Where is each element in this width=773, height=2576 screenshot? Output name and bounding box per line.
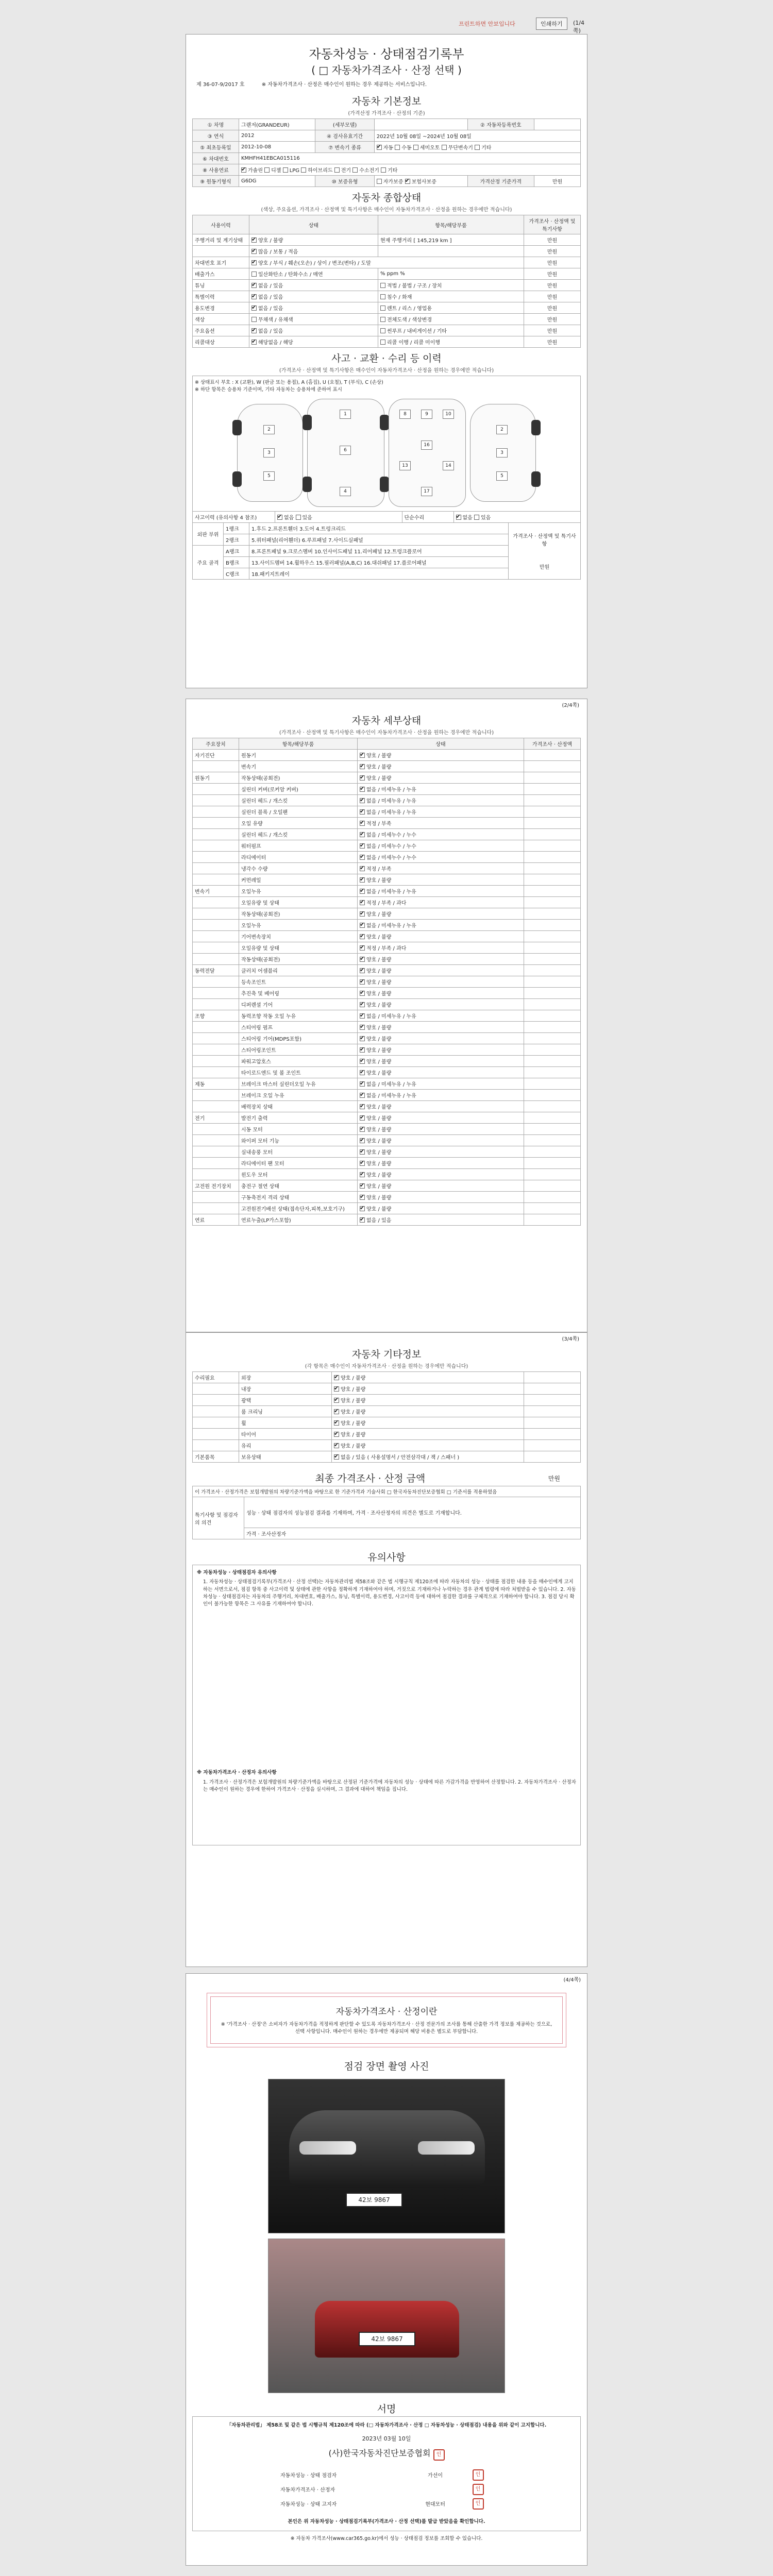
table-row: 오일유량 및 상태 ✔ 적정 / 부족 / 과다 <box>193 942 581 954</box>
table-row: 고전원 전기장치 충전구 절연 상태 ✔ 양호 / 불량 <box>193 1180 581 1192</box>
checkbox[interactable] <box>360 1002 365 1007</box>
checkbox[interactable] <box>377 179 382 184</box>
table-row: 자기진단 원동기 ✔ 양호 / 불량 <box>193 750 581 761</box>
table-row: 디퍼렌셜 기어 ✔ 양호 / 불량 <box>193 999 581 1010</box>
car-year: 2012 <box>239 130 315 142</box>
checkbox[interactable] <box>334 1375 339 1380</box>
checkbox[interactable] <box>360 934 365 939</box>
table-row: 원동기 작동상태(공회전) ✔ 양호 / 불량 <box>193 772 581 784</box>
checkbox[interactable] <box>360 1081 365 1087</box>
checkbox[interactable] <box>360 911 365 917</box>
checkbox[interactable] <box>442 145 447 150</box>
checkbox[interactable] <box>334 1409 339 1414</box>
table-row: 변속기 오일누유 ✔ 없음 / 미세누유 / 누유 <box>193 886 581 897</box>
table-row: 브레이크 오일 누유 ✔ 없음 / 미세누유 / 누유 <box>193 1090 581 1101</box>
table-row: 실린더 헤드 / 개스킷 ✔ 없음 / 미세누유 / 누유 <box>193 795 581 806</box>
table-row: 주요옵션 ✔ 없음 / 있음 썬루프 / 내비게이션 / 기타 만원 <box>193 325 581 336</box>
checkbox[interactable] <box>360 775 365 781</box>
doc-number-row: 제 36-07-9/2017 호 ※ 자동차가격조사 · 산정은 매수인이 원하는 경우 제공하는 서비스입니다. <box>196 82 427 88</box>
checkbox[interactable] <box>360 923 365 928</box>
checkbox[interactable] <box>360 945 365 951</box>
table-row: 유리 ✔ 양호 / 불량 <box>193 1440 581 1451</box>
checkbox[interactable] <box>360 1161 365 1166</box>
checkbox[interactable] <box>334 1432 339 1437</box>
checkbox[interactable] <box>360 968 365 973</box>
car-diagram <box>192 395 581 511</box>
table-row: 조향 동력조향 작동 오일 누유 ✔ 없음 / 미세누유 / 누유 <box>193 1010 581 1022</box>
table-row: 타이어 ✔ 양호 / 불량 <box>193 1429 581 1440</box>
checkbox[interactable] <box>360 1195 365 1200</box>
accident-history-section: 사고 · 교환 · 수리 등 이력 (가격조사 · 산정액 및 특기사항은 매수인이 자동차가격조사 · 산정을 원하는 경우에만 적습니다) ※ 상태표시 부호 : X (교환), W (판금 또는 용접), A (흠집), U (요철), T (부식), C (손상) ※ 하단 항목은 승용차 기준이며, 기타 자동차는 승용차에 준하여 표시 <box>192 348 581 395</box>
checkbox[interactable] <box>241 167 246 173</box>
table-row: 스티어링조인트 ✔ 양호 / 불량 <box>193 1044 581 1056</box>
table-row: 제동 브레이크 마스터 실린더오일 누유 ✔ 없음 / 미세누유 / 누유 <box>193 1078 581 1090</box>
checkbox[interactable] <box>360 1104 365 1109</box>
section-title: 사고 · 교환 · 수리 등 이력 <box>331 353 442 364</box>
table-row: 스티어링 기어(MDPS포함) ✔ 양호 / 불량 <box>193 1033 581 1044</box>
table-row: 용도변경 ✔ 없음 / 있음 렌트 / 리스 / 영업용 만원 <box>193 302 581 314</box>
checkbox[interactable] <box>360 1127 365 1132</box>
page-2 <box>186 699 587 1332</box>
detail-table: 주요장치 항목/해당부품 상태 가격조사 · 산정액 자기진단 원동기 ✔ 양호 / 불량 변속기 ✔ 양호 / 불량 원동기 작동상태(공회전) ✔ 양호 / 불량 실린더 커버(로커암 커버) ✔ 없음 / 미세누유 / 누유 실린더 헤드 / 개스킷 ✔ 없음 / 미세누유 / 누유 실린더 블록 / 오일팬 ✔ 없음 / 미세누유 / 누유 오일 유량 ✔ 적정 / 부족 실린더 헤드 / 개스킷 ✔ 없음 / 미세누수 / 누수 워터펌프 ✔ 없음 / 미세누수 / 누수 라디에이터 ✔ 없음 / 미세누수 / 누수 냉각수 수량 ✔ 적정 / 부족 커먼레일 ✔ 양호 / 불량 변속기 오일누유 ✔ 없음 / 미세누유 / 누유 오일유량 및 상태 ✔ 적정 / 부족 / 과다 작동상태(공회전) ✔ 양호 / 불량 오일누유 ✔ 없음 / 미세누유 / 누유 기어변속장치 ✔ 양호 / 불량 오일유량 및 상태 ✔ 적정 / 부족 / 과다 작동상태(공회전) ✔ 양호 / 불량 동력전달 클러치 어셈블리 ✔ 양호 / 불량 등속조인트 ✔ 양호 / 불량 추진축 및 베어링 ✔ 양호 / 불량 디퍼렌셜 기어 ✔ 양호 / 불량 조향 동력조향 작동 오일 누유 ✔ 없음 / 미세누유 / 누유 스티어링 펌프 ✔ 양호 / 불량 스티어링 기어(MDPS포함) ✔ 양호 / 불량 스티어링조인트 ✔ 양호 / 불량 파워고압호스 ✔ 양호 / 불량 타이로드엔드 및 볼 조인트 ✔ 양호 / 불량 제동 브레이크 마스터 실린더오일 누유 ✔ 없음 / 미세누유 / 누유 브레이크 오일 누유 ✔ 없음 / 미세누유 / 누유 배력장치 상태 ✔ 양호 / 불량 전기 발전기 출력 ✔ 양호 / 불량 시동 모터 ✔ 양호 / 불량 와이퍼 모터 기능 ✔ 양호 / 불량 실내송풍 모터 ✔ 양호 / 불량 라디에이터 팬 모터 ✔ 양호 / 불량 윈도우 모터 ✔ 양호 / 불량 고전원 전기장치 충전구 절연 상태 ✔ 양호 / 불량 구동축전지 격리 상태 ✔ 양호 / 불량 고전원전기배선 상태(접속단자,피복,보호기구) ✔ 양호 / 불량 연료 연료누출(LP가스포함) ✔ 없음 / 있음 <box>192 738 581 1226</box>
table-row: 수리필요 외장 ✔ 양호 / 불량 <box>193 1372 581 1383</box>
first-reg: 2012-10-08 <box>239 142 315 153</box>
checkbox[interactable] <box>334 1454 339 1460</box>
checkbox[interactable] <box>360 1115 365 1121</box>
vin: KMHFH41EBCA015116 <box>239 153 581 164</box>
table-row: 타이로드엔드 및 볼 조인트 ✔ 양호 / 불량 <box>193 1067 581 1078</box>
table-row: 시동 모터 ✔ 양호 / 불량 <box>193 1124 581 1135</box>
checkbox[interactable] <box>360 1036 365 1041</box>
table-row: 배력장치 상태 ✔ 양호 / 불량 <box>193 1101 581 1112</box>
price-notice-box: 자동차가격조사 · 산정이란 ※ '가격조사 · 산정'은 소비자가 자동차가격을 적정하게 판단할 수 있도록 자동차가격조사 · 산정 전문가의 조사를 통해 산출한 가격 정보를 제공하는 것으로, 선택 사항입니다. 매수인이 원하는 경우에만 제공되며 해당 비용은 별도로 부담합니다. <box>207 1993 566 2047</box>
checkbox[interactable] <box>360 877 365 883</box>
signature-block: 「자동차관리법」 제58조 및 같은 법 시행규칙 제120조에 따라 (□ 자동차가격조사 · 산정 □ 자동차성능 · 상태점검) 내용을 위와 같이 고지합니다. 2023년 03월 10일 (사)한국자동차진단보증협회 인 자동차성능 · 상태 점검자 가선이 인 자동차가격조사 · 산정자 인 자동차성능 · 상태 고지자 현대모터 인 본인은 위 자동차성능 · 상태점검기록부(가격조사 · 산정 선택)를 발급 받았음을 확인합니다. <box>192 2416 581 2532</box>
table-row: ✔많음 / 보통 / 적음 만원 <box>193 246 581 257</box>
checkbox[interactable] <box>334 1398 339 1403</box>
checkbox[interactable] <box>360 787 365 792</box>
sign-date: 2023년 03월 10일 <box>362 2435 411 2442</box>
checkbox[interactable] <box>360 809 365 815</box>
checkbox[interactable] <box>475 145 480 150</box>
table-row: 룸 크리닝 ✔ 양호 / 불량 <box>193 1406 581 1417</box>
doc-number: 36-07-9/2017 <box>203 82 238 88</box>
table-row: 오일누유 ✔ 없음 / 미세누유 / 누유 <box>193 920 581 931</box>
table-row: 색상 무채색 / 유채색 전체도색 / 색상변경 만원 <box>193 314 581 325</box>
table-row: 차대번호 표기 ✔ 양호 / 부식 / 훼손(오손) / 상이 / 변조(변타) / 도말 만원 <box>193 257 581 268</box>
table-row: 등속조인트 ✔ 양호 / 불량 <box>193 976 581 988</box>
table-row: 튜닝 ✔ 없음 / 있음 적법 / 불법 / 구조 / 장치 만원 <box>193 280 581 291</box>
checkbox[interactable] <box>360 1217 365 1223</box>
checkbox[interactable] <box>352 167 358 173</box>
table-row: 동력전달 클러치 어셈블리 ✔ 양호 / 불량 <box>193 965 581 976</box>
license-plate: 42보 9867 <box>359 2332 415 2346</box>
overall-status-section: 자동차 종합상태 (색상, 주요옵션, 가격조사 · 산정액 및 특기사항은 매수인이 자동차가격조사 · 산정을 원하는 경우에만 적습니다) 사용이력 상태 항목/해당부품 가격조사 · 산정액 및 특기사항 주행거리 및 계기상태 ✔ 양호 / 불량 현재 주행거리 [ 145,219 km ] 만원 ✔많음 / 보통 / 적음 만원 차대번호 표기 ✔ 양호 / 부식 / 훼손(오손) / 상이 / 변조(변타) / 도말 만원 배출가스 일산화탄소 / 탄화수소 / 매연 % ppm % 만원 튜닝 ✔ 없음 / 있음 적법 / 불법 / 구조 / 장치 만원 특별이력 ✔ 없음 / 있음 침수 / 화재 만원 용도변경 ✔ 없음 / 있음 렌트 / 리스 / 영업용 만원 색상 무채색 / 유채색 전체도색 / 색상변경 만원 주요옵션 ✔ 없음 / 있음 썬루프 / 내비게이션 / 기타 만원 리콜대상 ✔ 해당없음 / 해당 리콜 이행 / 리콜 미이행 만원 <box>192 187 581 348</box>
car-name: 그랜저(GRANDEUR) <box>239 119 315 130</box>
car-left-view: 2 3 5 <box>237 404 303 502</box>
table-row: 추진축 및 베어링 ✔ 양호 / 불량 <box>193 988 581 999</box>
checkbox[interactable] <box>301 167 306 173</box>
checkbox[interactable] <box>334 1420 339 1426</box>
checkbox[interactable] <box>360 764 365 769</box>
table-row: 광택 ✔ 양호 / 불량 <box>193 1395 581 1406</box>
checkbox[interactable] <box>405 179 410 184</box>
checkbox[interactable] <box>360 1172 365 1177</box>
section-title: 점검 장면 촬영 사진 <box>344 2060 429 2072</box>
table-row: 기어변속장치 ✔ 양호 / 불량 <box>193 931 581 942</box>
other-info-table <box>192 1371 581 1463</box>
basic-info-section: 자동차 기본정보 (가격산정 가격조사 · 산정의 기준) ① 차명 그랜저(GRANDEUR) (세부모델) ② 자동차등록번호 ③ 연식 2012 ④ 검사유효기간 2022년 10월 08일 ~2024년 10월 08일 ⑤ 최초등록일 2012-10-08 ⑦ 변속기 종류 ✔ 자동 수동 세미오토 무단변속기 기타 ⑥ 차대번호 KMHFH41EBCA015116 ⑧ 사용연료 ✔ 가솔린 디젤 LPG 하이브리드 전기 수소전기 기타 ⑨ 원동기형식 G6DG ⑩ 보증유형 자가보증 ✔ 보험사보증 가격산정 기준가격 만원 <box>192 91 581 187</box>
table-row: 기본품목 보유상태 ✔ 없음 / 있음 ( 사용설명서 / 안전삼각대 / 잭 / 스패너 ) <box>193 1451 581 1463</box>
checkbox[interactable] <box>413 145 418 150</box>
checkbox[interactable] <box>360 979 365 985</box>
inspection-photo-front <box>268 2079 505 2233</box>
table-row: 실린더 블록 / 오일팬 ✔ 없음 / 미세누유 / 누유 <box>193 806 581 818</box>
print-warning: 프린트하면 안보입니다 <box>459 21 515 27</box>
checkbox[interactable] <box>283 167 288 173</box>
checkbox[interactable] <box>381 167 386 173</box>
checkbox[interactable] <box>360 991 365 996</box>
final-price-title: 최종 가격조사 · 산정 금액 만원 <box>315 1473 560 1484</box>
section-title: 서명 <box>377 2403 396 2415</box>
notes-body: ※ 자동차성능 · 상태점검자 유의사항 1. 자동차성능 · 상태점검기록부(가격조사 · 산정 선택)는 자동차관리법 제58조와 같은 법 시행규칙 제120조에 따라 자동차의 성능 · 상태를 점검한 내용 등을 매수인에게 고지하는 서면으로서, 점검 항목 중 사고이력 및 상태에 관한 사항을 정확하게 기재하여야 하며, 거짓으로 기재하거나 누락하는 경우 관계 법령에 따라 처벌받을 수 있습니다. 2. 자동차성능 · 상태점검자는 자동차의 주행거리, 차대번호, 배출가스, 튜닝, 특별이력, 용도변경, 사고이력 등에 대하여 점검한 결과를 구체적으로 기재하여야 합니다. 3. 점검 당시 확인이 불가능한 항목은 그 사유를 기재하여야 합니다. ※ 자동차가격조사 · 산정자 유의사항 1. 가격조사 · 산정가격은 보험개발원의 차량기준가액을 바탕으로 산정된 기준가격에 자동차의 성능 · 상태에 따른 가감가격을 반영하여 산정합니다. 2. 자동차가격조사 · 산정자는 매수인이 원하는 경우에 한하여 가격조사 · 산정을 실시하며, 그 결과에 대하여 책임을 집니다. <box>192 1565 581 1845</box>
table-row: 구동축전지 격리 상태 ✔ 양호 / 불량 <box>193 1192 581 1203</box>
table-row: 내장 ✔ 양호 / 불량 <box>193 1383 581 1395</box>
section-title: 자동차 기본정보 <box>351 96 422 107</box>
checkbox[interactable] <box>377 145 382 150</box>
table-row: 라디에이터 ✔ 없음 / 미세누수 / 누수 <box>193 852 581 863</box>
doc-notice: ※ 자동차가격조사 · 산정은 매수인이 원하는 경우 제공하는 서비스입니다. <box>261 82 427 88</box>
checkbox[interactable] <box>264 167 270 173</box>
checkbox[interactable] <box>360 1206 365 1211</box>
checkbox[interactable] <box>360 889 365 894</box>
table-row: 오일유량 및 상태 ✔ 적정 / 부족 / 과다 <box>193 897 581 908</box>
checkbox[interactable] <box>360 832 365 837</box>
notes-title: 유의사항 <box>367 1552 406 1563</box>
checkbox[interactable] <box>360 900 365 905</box>
checkbox[interactable] <box>334 167 340 173</box>
table-row: 연료 연료누출(LP가스포함) ✔ 없음 / 있음 <box>193 1214 581 1226</box>
engine-type: G6DG <box>239 176 315 187</box>
inspection-photo-rear <box>268 2239 505 2393</box>
car-frame-view: 8 9 10 16 13 14 17 <box>389 399 466 507</box>
checkbox[interactable] <box>360 1149 365 1155</box>
table-row: 작동상태(공회전) ✔ 양호 / 불량 <box>193 908 581 920</box>
table-row: 특별이력 ✔ 없음 / 있음 침수 / 화재 만원 <box>193 291 581 302</box>
checkbox[interactable] <box>360 1183 365 1189</box>
table-row: 실내송풍 모터 ✔ 양호 / 불량 <box>193 1146 581 1158</box>
table-row: 실린더 헤드 / 개스킷 ✔ 없음 / 미세누수 / 누수 <box>193 829 581 840</box>
table-row: 파워고압호스 ✔ 양호 / 불량 <box>193 1056 581 1067</box>
doc-subtitle: ( □ 자동차가격조사 · 산정 선택 ) <box>311 64 462 76</box>
car-top-view: 1 6 4 <box>307 399 384 507</box>
page-3: (3/4쪽) 자동차 기타정보 (각 항목은 매수인이 자동차가격조사 · 산정을 원하는 경우에만 적습니다) 수리필요 외장 ✔ 양호 / 불량 내장 ✔ 양호 / 불량 광택 ✔ 양호 / 불량 룸 크리닝 ✔ 양호 / 불량 휠 ✔ 양호 / 불량 타이어 ✔ 양호 / 불량 유리 ✔ 양호 / 불량 기본품목 보유상태 ✔ 없음 / 있음 ( 사용설명서 / 안전삼각대 / 잭 / 스패너 ) 최종 가격조사 · 산정 금액 만원 이 가격조사 · 산정가격은 보험개발원의 차량기준가액을 바탕으로 한 기준가격과 기술사회 □ 한국자동차진단보증협회 □ 기준서를 적용하였음 특기사항 및 점검자의 의견 성능 · 상태 점검자의 성능점검 결과를 기재하며, 가격 · 조사산정자의 의견은 별도로 기재합니다. 가격 · 조사산정자 유의사항 ※ 자동차성능 · 상태점검자 유의사항 1. 자동차성능 · 상태점검기록부(가격조사 · 산정 선택)는 자동차관리법 제58조와 같은 법 시행규칙 제120조에 따라 자동차의 성능 · 상태를 점검한 내용 등을 매수인에게 고지하는 서면으로서, 점검 항목 중 사고이력 및 상태에 관한 사항을 정확하게 기재하여야 하며, 거짓으로 기재하거나 누락하는 경우 관계 법령에 따라 처벌받을 수 있습니다. 2. 자동차성능 · 상태점검자는 자동차의 주행거리, 차대번호, 배출가스, 튜닝, 특별이력, 용도변경, 사고이력 등에 대하여 점검한 결과를 구체적으로 기재하여야 합니다. 3. 점검 당시 확인이 불가능한 항목은 그 사유를 기재하여야 합니다. ※ 자동차가격조사 · 산정자 유의사항 1. 가격조사 · 산정가격은 보험개발원의 차량기준가액을 바탕으로 산정된 기준가격에 자동차의 성능 · 상태에 따른 가감가격을 반영하여 산정합니다. 2. 자동차가격조사 · 산정자는 매수인이 원하는 경우에 한하여 가격조사 · 산정을 실시하며, 그 결과에 대하여 책임을 집니다. <box>186 1332 587 1967</box>
checkbox[interactable] <box>360 1059 365 1064</box>
page-indicator: (1/4쪽) <box>573 20 584 34</box>
table-row: 작동상태(공회전) ✔ 양호 / 불량 <box>193 954 581 965</box>
table-row: 냉각수 수량 ✔ 적정 / 부족 <box>193 863 581 874</box>
table-row: 스티어링 펌프 ✔ 양호 / 불량 <box>193 1022 581 1033</box>
inspect-period: 2022년 10월 08일 ~2024년 10월 08일 <box>374 130 580 142</box>
table-row: 주행거리 및 계기상태 ✔ 양호 / 불량 현재 주행거리 [ 145,219 km ] 만원 <box>193 234 581 246</box>
checkbox[interactable] <box>360 866 365 871</box>
checkbox[interactable] <box>360 855 365 860</box>
checkbox[interactable] <box>360 957 365 962</box>
doc-title: 자동차성능 · 상태점검기록부 <box>309 47 464 61</box>
checkbox[interactable] <box>360 1138 365 1143</box>
table-row: 리콜대상 ✔ 해당없음 / 해당 리콜 이행 / 리콜 미이행 만원 <box>193 336 581 348</box>
checkbox[interactable] <box>360 798 365 803</box>
table-row: 전기 발전기 출력 ✔ 양호 / 불량 <box>193 1112 581 1124</box>
checkbox[interactable] <box>360 753 365 758</box>
print-button[interactable]: 인쇄하기 <box>536 18 567 30</box>
table-row: 휠 ✔ 양호 / 불량 <box>193 1417 581 1429</box>
table-row: 라디에이터 팬 모터 ✔ 양호 / 불량 <box>193 1158 581 1169</box>
detail-status-section: (2/4쪽) 자동차 세부상태 (가격조사 · 산정액 및 특기사항은 매수인이 자동차가격조사 · 산정을 원하는 경우에만 적습니다) 주요장치 항목/해당부품 상태 가격조사 · 산정액 자기진단 원동기 ✔ 양호 / 불량 변속기 ✔ 양호 / 불량 원동기 작동상태(공회전) ✔ 양호 / 불량 실린더 커버(로커암 커버) ✔ 없음 / 미세누유 / 누유 실린더 헤드 / 개스킷 ✔ 없음 / 미세누유 / 누유 실린더 블록 / 오일팬 ✔ 없음 / 미세누유 / 누유 오일 유량 ✔ 적정 / 부족 실린더 헤드 / 개스킷 ✔ 없음 / 미세누수 / 누수 워터펌프 ✔ 없음 / 미세누수 / 누수 라디에이터 ✔ 없음 / 미세누수 / 누수 냉각수 수량 ✔ 적정 / 부족 커먼레일 ✔ 양호 / 불량 변속기 오일누유 ✔ 없음 / 미세누유 / 누유 오일유량 및 상태 ✔ 적정 / 부족 / 과다 작동상태(공회전) ✔ 양호 / 불량 오일누유 ✔ 없음 / 미세누유 / 누유 기어변속장치 ✔ 양호 / 불량 오일유량 및 상태 ✔ 적정 / 부족 / 과다 작동상태(공회전) ✔ 양호 / 불량 동력전달 클러치 어셈블리 ✔ 양호 / 불량 등속조인트 ✔ 양호 / 불량 추진축 및 베어링 ✔ 양호 / 불량 디퍼렌셜 기어 ✔ 양호 / 불량 조향 동력조향 작동 오일 누유 ✔ 없음 / 미세누유 / 누유 스티어링 펌프 ✔ 양호 / 불량 스티어링 기어(MDPS포함) ✔ 양호 / 불량 스티어링조인트 ✔ 양호 / 불량 파워고압호스 ✔ 양호 / 불량 타이로드엔드 및 볼 조인트 ✔ 양호 / 불량 제동 브레이크 마스터 실린더오일 누유 ✔ 없음 / 미세누유 / 누유 브레이크 오일 누유 ✔ 없음 / 미세누유 / 누유 배력장치 상태 ✔ 양호 / 불량 전기 발전기 출력 ✔ 양호 / 불량 시동 모터 ✔ 양호 / 불량 와이퍼 모터 기능 ✔ 양호 / 불량 실내송풍 모터 ✔ 양호 / 불량 라디에이터 팬 모터 ✔ 양호 / 불량 윈도우 모터 ✔ 양호 / 불량 고전원 전기장치 충전구 절연 상태 ✔ 양호 / 불량 구동축전지 격리 상태 ✔ 양호 / 불량 고전원전기배선 상태(접속단자,피복,보호기구) ✔ 양호 / 불량 연료 연료누출(LP가스포함) ✔ 없음 / 있음 <box>192 699 581 1226</box>
page-1: 자동차성능 · 상태점검기록부 ( □ 자동차가격조사 · 산정 선택 ) 제 36-07-9/2017 호 ※ 자동차가격조사 · 산정은 매수인이 원하는 경우 제공하는 서비스입니다. 자동차 기본정보 (가격산정 가격조사 · 산정의 기준) ① 차명 그랜저(GRANDEUR) (세부모델) ② 자동차등록번호 ③ 연식 2012 ④ 검사유효기간 2022년 10월 08일 ~2024년 10월 08일 ⑤ 최초등록일 2012-10-08 ⑦ 변속기 종류 ✔ 자동 수동 세미오토 무단변속기 기타 ⑥ 차대번호 KMHFH41EBCA015116 ⑧ 사용연료 ✔ 가솔린 디젤 LPG 하이브리드 전기 수소전기 기타 ⑨ 원동기형식 G6DG ⑩ 보증유형 자가보증 ✔ 보험사보증 가격산정 기준가격 만원 자동차 종합상태 (색상, 주요옵션, 가격조사 · 산정액 및 특기사항은 매수인이 자동차가격조사 · 산정을 원하는 경우에만 적습니다) 사용이력 상태 항목/해당부품 가격조사 · 산정액 및 특기사항 주행거리 및 계기상태 ✔ 양호 / 불량 현재 주행거리 [ 145,219 km ] 만원 ✔많음 / 보통 / 적음 만원 차대번호 표기 ✔ 양호 / 부식 / 훼손(오손) / 상이 / 변조(변타) / 도말 만원 배출가스 일산화탄소 / 탄화수소 / 매연 % ppm % 만원 튜닝 ✔ 없음 / 있음 적법 / 불법 / 구조 / 장치 만원 특별이력 ✔ 없음 / 있음 침수 / 화재 만원 용도변경 ✔ 없음 / 있음 렌트 / 리스 / 영업용 만원 색상 무채색 / 유채색 전체도색 / 색상변경 만원 주요옵션 ✔ 없음 / 있음 썬루프 / 내비게이션 / 기타 만원 리콜대상 ✔ 해당없음 / 해당 리콜 이행 / 리콜 미이행 만원 사고 · 교환 · 수리 등 이력 (가격조사 · 산정액 및 특기사항은 매수인이 자동차가격조사 · 산정을 원하는 경우에만 적습니다) ※ 상태표시 부호 : X (교환), W (판금 또는 용접), A (흠집), U (요철), T (부식), C (손상) ※ 하단 항목은 승용차 기준이며, 기타 자동차는 승용차에 준하여 표시 2 3 5 1 6 4 8 9 10 16 13 14 17 2 3 5 사고이력 (유의사항 4 참조) ✔ 없음 있음 단순수리 ✔ 없음 있음 외판 부위 1랭크 1.후드 2.프론트휀더 3.도어 4.트렁크리드 가격조사 · 산정액 및 특기사항 만원 2랭크 5.쿼터패널(리어휀더) 6.루프패널 7.사이드실패널 주요 골격 A랭크 8.프론트패널 9.크로스멤버 10.인사이드패널 11.리어패널 12.트렁크플로어 B랭크 13.사이드멤버 14.휠하우스 15.필러패널(A,B,C) 16.대쉬패널 17.플로어패널 C랭크 18.패키지트레이 <box>186 34 587 688</box>
table-row: 워터펌프 ✔ 없음 / 미세누수 / 누수 <box>193 840 581 852</box>
table-row: 오일 유량 ✔ 적정 / 부족 <box>193 818 581 829</box>
table-row: 윈도우 모터 ✔ 양호 / 불량 <box>193 1169 581 1180</box>
checkbox[interactable] <box>395 145 400 150</box>
section-title: 자동차 기타정보 <box>351 1349 422 1360</box>
table-row: 커먼레일 ✔ 양호 / 불량 <box>193 874 581 886</box>
car-right-view: 2 3 5 <box>470 404 536 502</box>
mileage: 현재 주행거리 [ 145,219 km ] <box>378 234 524 246</box>
checkbox[interactable] <box>360 1025 365 1030</box>
table-row: 실린더 커버(로커암 커버) ✔ 없음 / 미세누유 / 누유 <box>193 784 581 795</box>
table-row: 배출가스 일산화탄소 / 탄화수소 / 매연 % ppm % 만원 <box>193 268 581 280</box>
table-row: 변속기 ✔ 양호 / 불량 <box>193 761 581 772</box>
checkbox[interactable] <box>334 1386 339 1392</box>
checkbox[interactable] <box>360 821 365 826</box>
checkbox[interactable] <box>360 1047 365 1053</box>
checkbox[interactable] <box>334 1443 339 1448</box>
page-4: (4/4쪽) 자동차가격조사 · 산정이란 ※ '가격조사 · 산정'은 소비자가 자동차가격을 적정하게 판단할 수 있도록 자동차가격조사 · 산정 전문가의 조사를 통해 산출한 가격 정보를 제공하는 것으로, 선택 사항입니다. 매수인이 원하는 경우에만 제공되며 해당 비용은 별도로 부담합니다. 점검 장면 촬영 사진 42보 9867 42보 9867 서명 「자동차관리법」 제58조 및 같은 법 시행규칙 제120조에 따라 (□ 자동차가격조사 · 산정 □ 자동차성능 · 상태점검) 내용을 위와 같이 고지합니다. 2023년 03월 10일 (사)한국자동차진단보증협회 인 자동차성능 · 상태 점검자 가선이 인 자동차가격조사 · 산정자 인 자동차성능 · 상태 고지자 현대모터 인 본인은 위 자동차성능 · 상태점검기록부(가격조사 · 산정 선택)를 발급 받았음을 확인합니다. ※ 자동차 가격조사(www.car365.go.kr)에서 성능 · 상태점검 정보를 조회할 수 있습니다. <box>186 1973 587 2566</box>
checkbox[interactable] <box>360 1013 365 1019</box>
checkbox[interactable] <box>360 1093 365 1098</box>
license-plate: 42보 9867 <box>346 2193 402 2207</box>
top-toolbar <box>186 15 587 33</box>
checkbox[interactable] <box>360 843 365 849</box>
section-title: 자동차 세부상태 <box>351 715 422 726</box>
checkbox[interactable] <box>360 1070 365 1075</box>
table-row: 고전원전기배선 상태(접속단자,피복,보호기구) ✔ 양호 / 불량 <box>193 1203 581 1214</box>
table-row: 와이퍼 모터 기능 ✔ 양호 / 불량 <box>193 1135 581 1146</box>
section-title: 자동차 종합상태 <box>351 192 422 204</box>
